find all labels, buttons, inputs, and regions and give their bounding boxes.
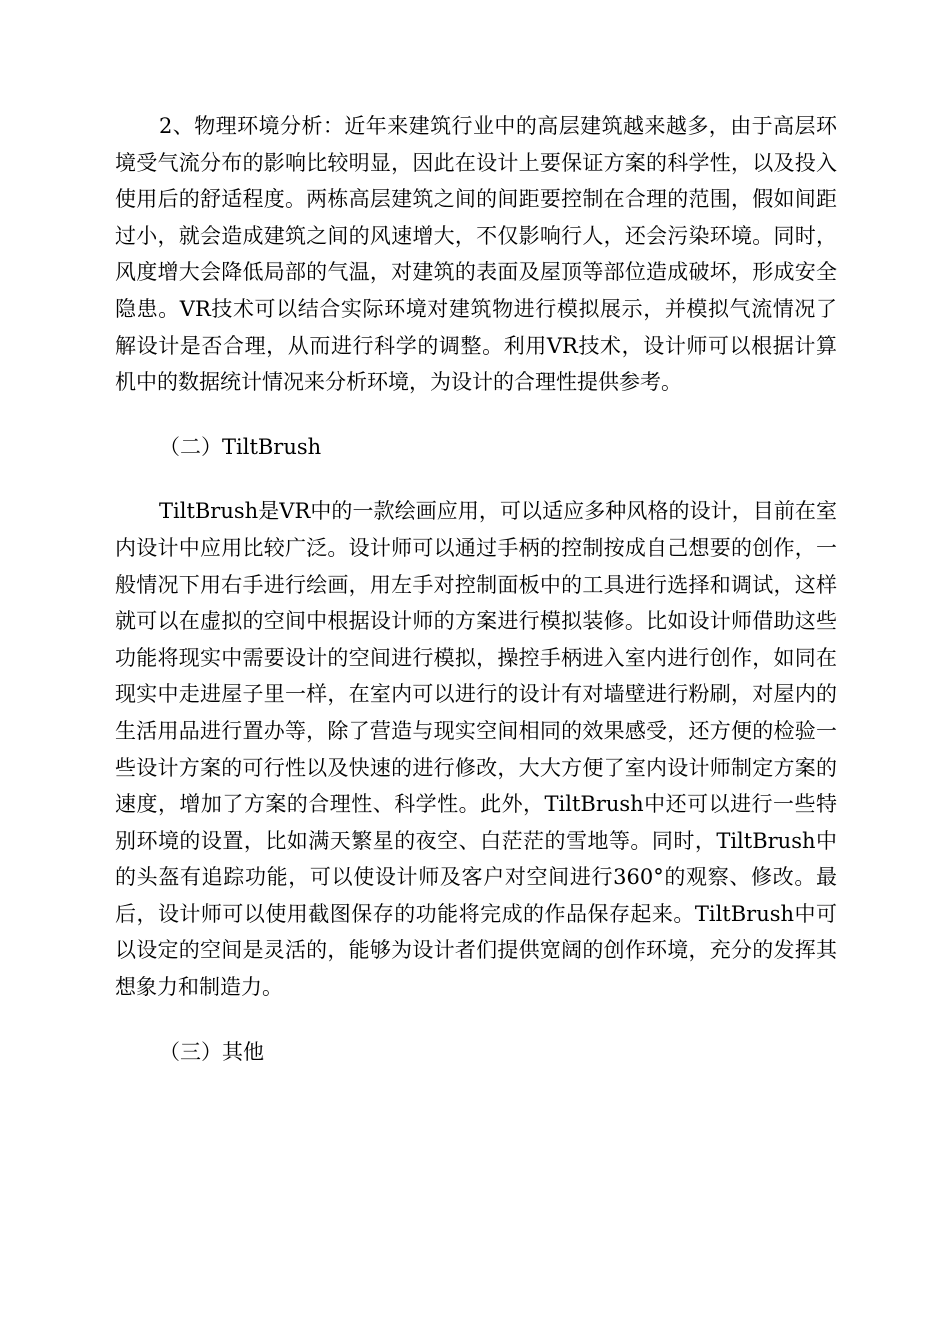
paragraph-physical-environment: 2、物理环境分析：近年来建筑行业中的高层建筑越来越多，由于高层环境受气流分布的影响比较明显，因此在设计上要保证方案的科学性，以及投入使用后的舒适程度。两栋高层建筑之间的间距要控制在合理的范围，假如间距过小，就会造成建筑之间的风速增大，不仅影响行人，还会污染环境。同时，风度增大会降低局部的气温，对建筑的表面及屋顶等部位造成破坏，形成安全隐患。VR技术可以结合实际环境对建筑物进行模拟展示，并模拟气流情况了解设计是否合理，从而进行科学的调整。利用VR技术，设计师可以根据计算机中的数据统计情况来分析环境，为设计的合理性提供参考。 — [115, 114, 837, 395]
paragraph-tiltbrush: TiltBrush是VR中的一款绘画应用，可以适应多种风格的设计，目前在室内设计中应用比较广泛。设计师可以通过手柄的控制按成自己想要的创作，一般情况下用右手进行绘画，用左手对控制面板中的工具进行选择和调试，这样就可以在虚拟的空间中根据设计师的方案进行模拟装修。比如设计师借助这些功能将现实中需要设计的空间进行模拟，操控手柄进入室内进行创作，如同在现实中走进屋子里一样，在室内可以进行的设计有对墙壁进行粉刷，对屋内的生活用品进行置办等，除了营造与现实空间相同的效果感受，还方便的检验一些设计方案的可行性以及快速的进行修改，大大方便了室内设计师制定方案的速度，增加了方案的合理性、科学性。此外，TiltBrush中还可以进行一些特别环境的设置，比如满天繁星的夜空、白茫茫的雪地等。同时，TiltBrush中的头盔有追踪功能，可以使设计师及客户对空间进行360°的观察、修改。最后，设计师可以使用截图保存的功能将完成的作品保存起来。TiltBrush中可以设定的空间是灵活的，能够为设计者们提供宽阔的创作环境，充分的发挥其想象力和制造力。 — [115, 499, 837, 1000]
section-heading-other: （三）其他 — [159, 1039, 264, 1064]
section-heading-tiltbrush: （二）TiltBrush — [159, 434, 322, 459]
document-page — [115, 108, 837, 1070]
